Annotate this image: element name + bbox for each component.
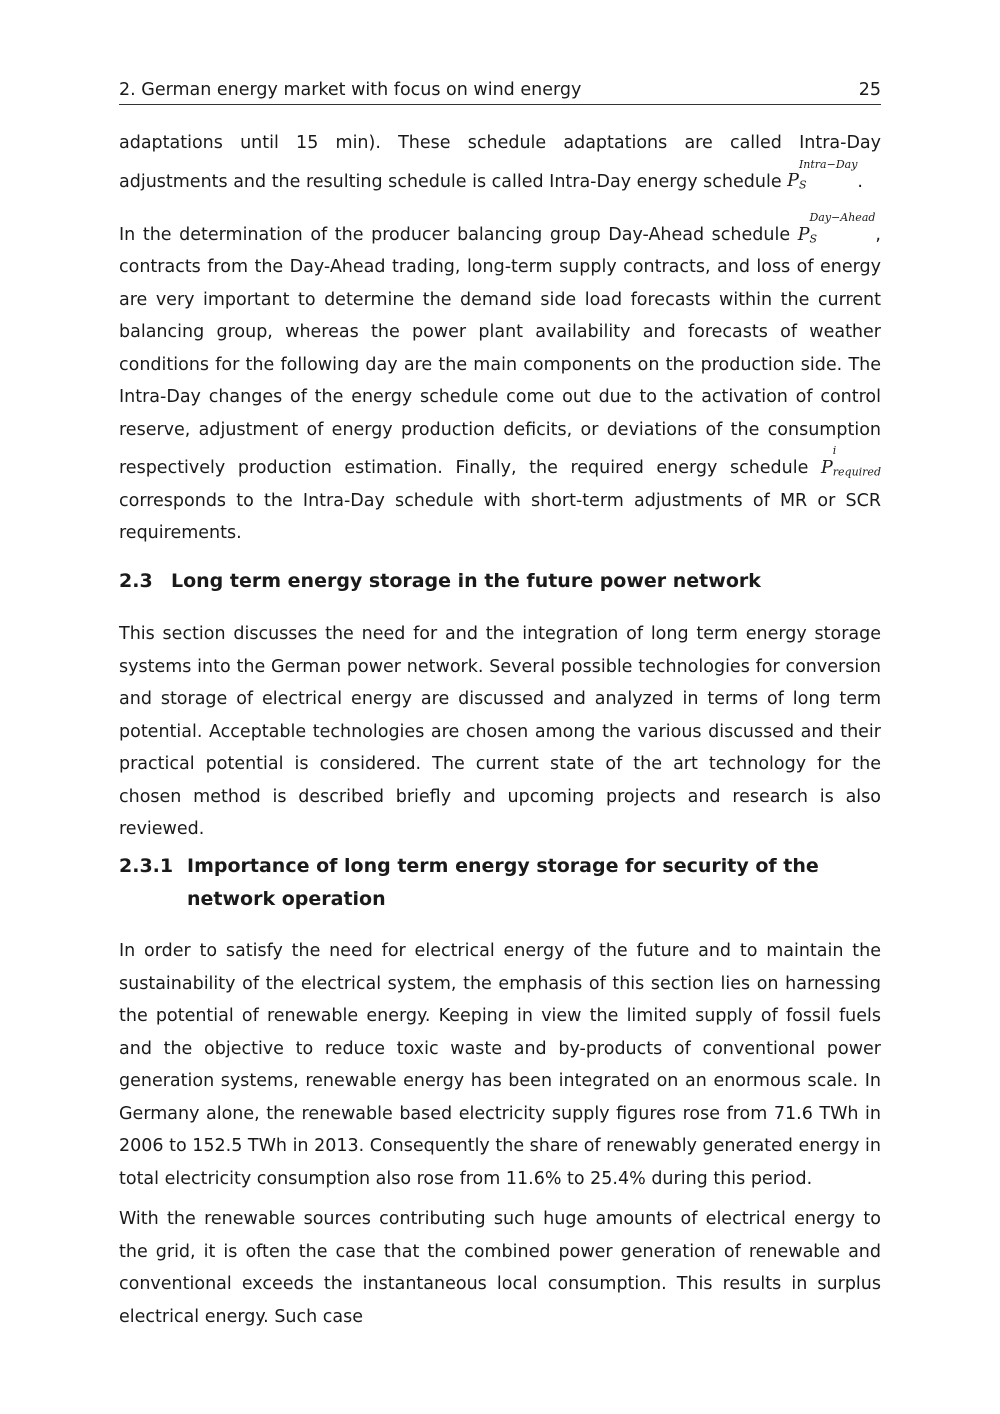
subsection-number: 2.3.1 [119,855,174,877]
paragraph-surplus: With the renewable sources contributing such huge amounts of electrical energy to the grid, it is often the case that the combined power generation of renewable and conventional exceeds the instantaneous local consumption. This results in surplus electrical energy. Such case [119,1209,881,1327]
symbol-p-intra-day: $P^{Intra-Day}$ $_S$ [787,157,858,192]
paragraph-day-ahead: In the determination of the producer balancing group Day-Ahead schedule $P^{Day-Ahead}$ $_S$ , contracts from the Day-Ahead trading, long-term supply contracts, and loss of energy are very important to determine the demand side load forecasts within the current balancing group, whereas the power plant availability and forecasts of weather conditions for the following day are the main components on the production side. The Intra-Day changes of the energy schedule come out due to the activation of control reserve, adjustment of energy production deficits, or deviations of the consumption respectively production estimation. Finally, the required energy schedule $P^i$ $_{required}$ corresponds to the Intra-Day schedule with short-term adjustments of MR or SCR requirements. [119,211,881,544]
page-number: 25 [858,80,881,100]
symbol-p-day-ahead: $P^{Day-Ahead}$ $_S$ [797,211,876,246]
paragraph-renewables: In order to satisfy the need for electrical energy of the future and to maintain the sustainability of the electrical system, the emphasis of this section lies on harnessing the potential of renewable energy. Keeping in view the limited supply of fossil fuels and the objective to reduce toxic waste and by-products of conventional power generation systems, renewable energy has been integrated on an enormous scale. In Germany alone, the renewable based electricity supply figures rose from 71.6 TWh in 2006 to 152.5 TWh in 2013. Consequently the share of renewably generated energy in total electricity consumption also rose from 11.6% to 25.4% during this period. [119,941,881,1189]
subsection-heading [119,850,881,916]
section-intro-paragraph: This section discusses the need for and the integration of long term energy storage systems into the German power network. Several possible technologies for conversion and storage of electrical energy are discussed and analyzed in terms of long term potential. Acceptable technologies are chosen among the various discussed and their practical potential is considered. The current state of the art technology for the chosen method is described briefly and upcoming projects and research is also reviewed. [119,624,881,839]
symbol-p-required: $P^i$ $_{required}$ [820,444,881,479]
chapter-title: 2. German energy market with focus on wind energy [119,80,582,100]
section-heading [119,565,881,598]
running-header [119,80,881,105]
section-title: Long term energy storage in the future power network [171,570,761,592]
subsection-title: Importance of long term energy storage for security of the network operation [187,855,819,910]
paragraph-intra-day: adaptations until 15 min). These schedule adaptations are called Intra-Day adjustments and the resulting schedule is called Intra-Day energy schedule $P^{Intra-Day}$ $_S$ . [119,133,881,192]
section-number: 2.3 [119,570,153,592]
